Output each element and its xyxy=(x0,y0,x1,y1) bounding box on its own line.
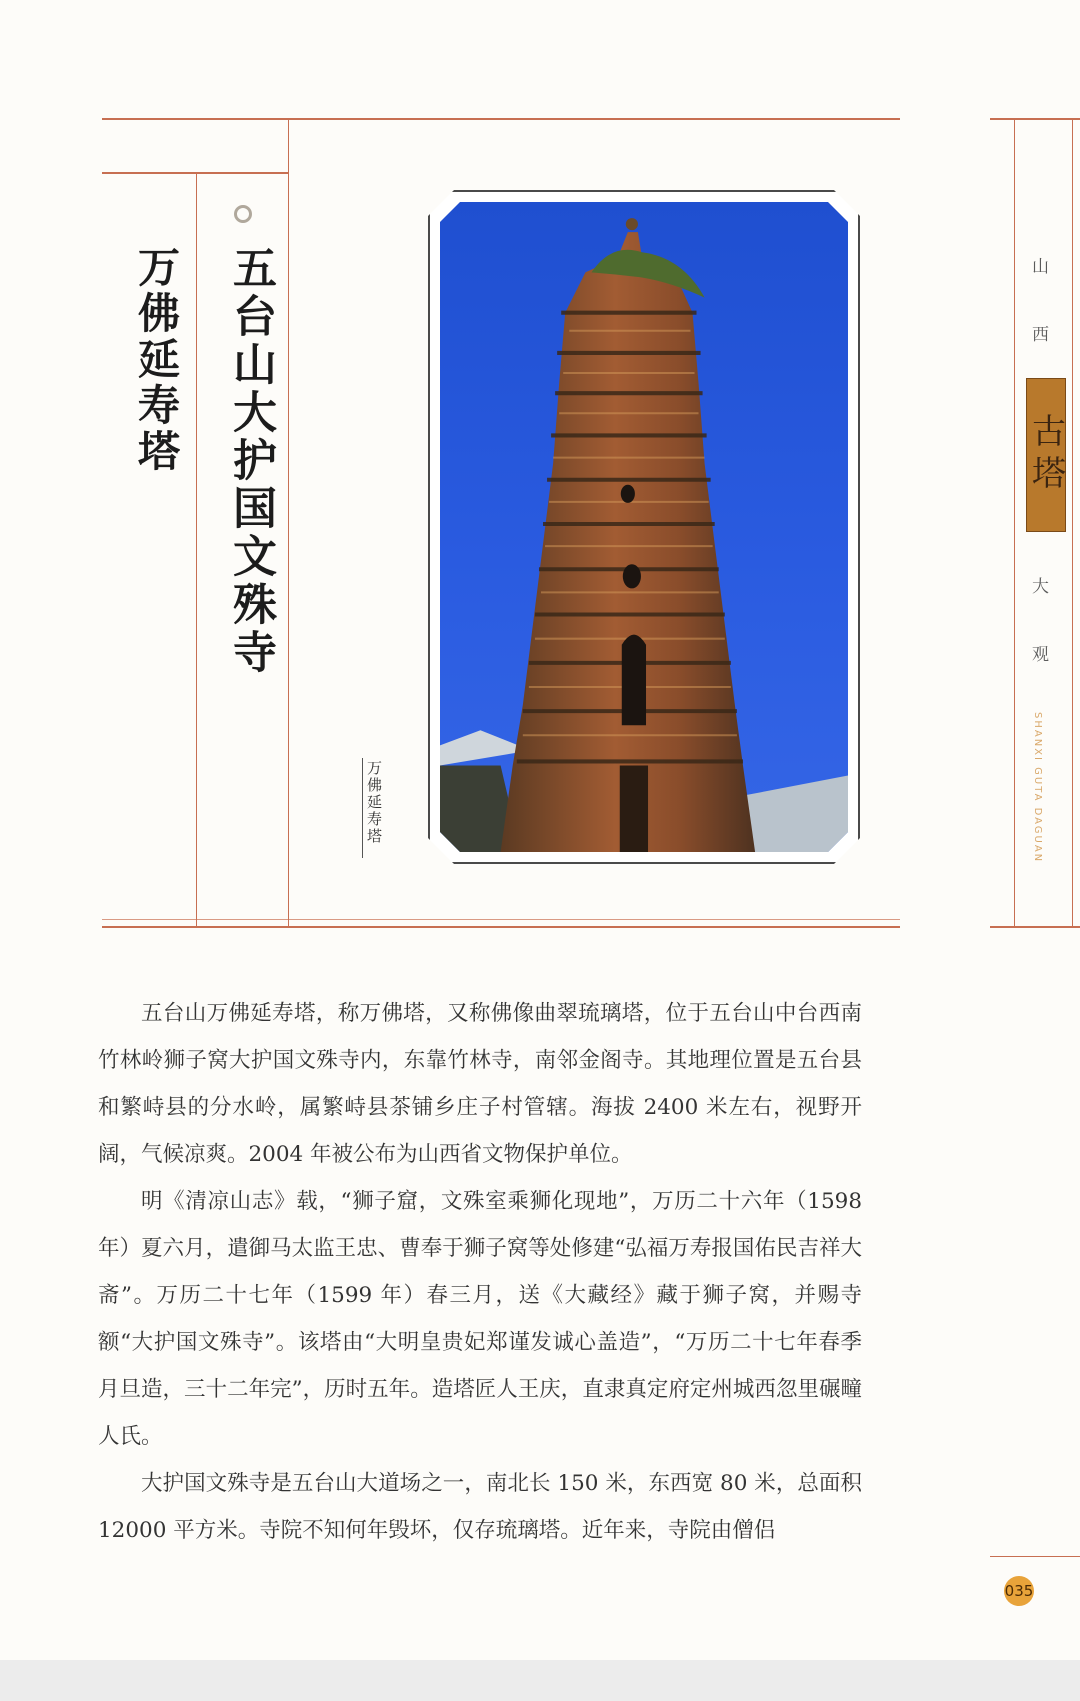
temple-title: 五台山大护国文殊寺 xyxy=(225,245,276,677)
sidebar-rule-1 xyxy=(1014,118,1015,926)
caption-rule xyxy=(362,758,363,858)
sidebar-highlight-box: 古塔 xyxy=(1026,378,1066,532)
paragraph-1: 五台山万佛延寿塔，称万佛塔，又称佛像曲翠琉璃塔，位于五台山中台西南竹林岭狮子窝大护国文殊寺内，东靠竹林寺，南邻金阁寺。其地理位置是五台县和繁峙县的分水岭，属繁峙县茶铺乡庄子村管辖。海拔 2400 米左右，视野开阔，气候凉爽。2004 年被公布为山西省文物保护单位。 xyxy=(98,1001,862,1167)
photo-caption: 万佛延寿塔 xyxy=(365,760,383,845)
title-top-rule xyxy=(102,172,288,174)
paragraph-3: 大护国文殊寺是五台山大道场之一，南北长 150 米，东西宽 80 米，总面积 12000 平方米。寺院不知何年毁坏，仅存琉璃塔。近年来，寺院由僧侣 xyxy=(98,1471,862,1543)
pagoda-title: 万佛延寿塔 xyxy=(132,245,181,475)
sidebar-roman-title: SHANXI GUTA DAGUAN xyxy=(1032,712,1043,864)
sidebar-char-da: 大 xyxy=(1032,577,1049,597)
page-number-badge: 035 xyxy=(1004,1576,1034,1606)
title-column-rule-right xyxy=(288,118,289,926)
title-column-rule-left xyxy=(196,172,197,926)
top-rule xyxy=(102,118,900,120)
sidebar-bottom-rule xyxy=(990,926,1080,928)
footer-rule xyxy=(990,1556,1080,1557)
sidebar-char-xi: 西 xyxy=(1032,325,1049,345)
bottom-margin-strip xyxy=(0,1660,1080,1701)
paragraph-2: 明《清凉山志》载，“狮子窟，文殊室乘狮化现地”，万历二十六年（1598 年）夏六月，遣御马太监王忠、曹奉于狮子窝等处修建“弘福万寿报国佑民吉祥大斋”。万历二十七年（1599 年）春三月，送《大藏经》藏于狮子窝，并赐寺额“大护国文殊寺”。该塔由“大明皇贵妃郑谨发诚心盖造”，“万历二十七年春季月旦造，三十二年完”，历时五年。造塔匠人王庆，直隶真定府定州城西忽里碾疃人氏。 xyxy=(98,1189,862,1449)
sidebar-char-shan: 山 xyxy=(1032,257,1049,277)
pagoda-photo xyxy=(440,202,848,852)
pagoda-illustration xyxy=(440,202,848,852)
sidebar-top-rule xyxy=(990,118,1080,120)
pagoda-photo-frame xyxy=(428,190,860,864)
body-text xyxy=(98,990,862,1554)
bottom-rule-thin xyxy=(102,919,900,920)
ring-ornament-icon xyxy=(234,205,252,223)
sidebar-rule-2 xyxy=(1072,118,1073,926)
bottom-rule xyxy=(102,926,900,928)
sidebar-char-guan: 观 xyxy=(1032,645,1049,665)
